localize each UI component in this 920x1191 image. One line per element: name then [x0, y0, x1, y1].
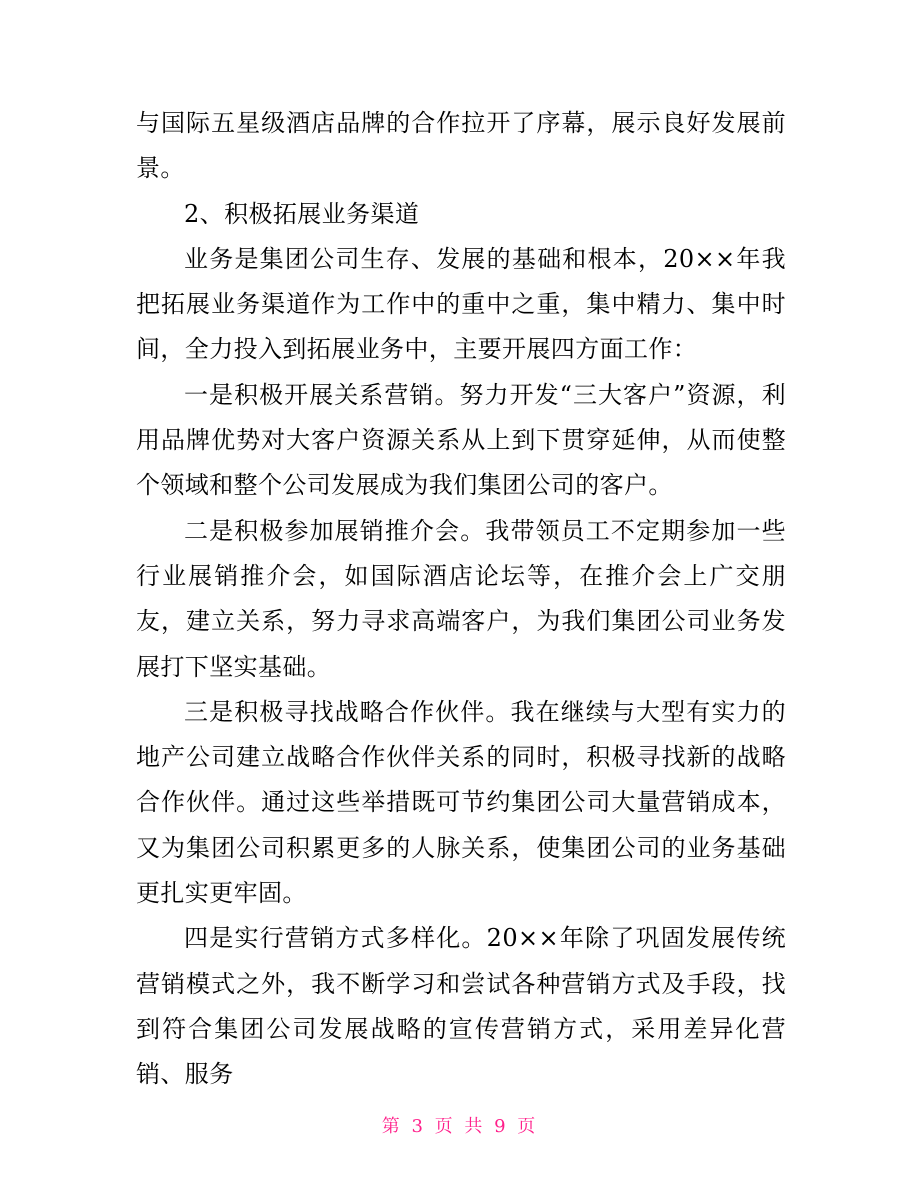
paragraph-item-two: 二是积极参加展销推介会。我带领员工不定期参加一些行业展销推介会，如国际酒店论坛等，在推介会上广交朋友，建立关系，努力寻求高端客户，为我们集团公司业务发展打下坚实基础。: [136, 516, 786, 681]
paragraph-item-one: 一是积极开展关系营销。努力开发“三大客户”资源，利用品牌优势对大客户资源关系从上到下贯穿延伸，从而使整个领域和整个公司发展成为我们集团公司的客户。: [136, 380, 786, 500]
paragraph-item-three: 三是积极寻找战略合作伙伴。我在继续与大型有实力的地产公司建立战略合作伙伴关系的同时，积极寻找新的战略合作伙伴。通过这些举措既可节约集团公司大量营销成本，又为集团公司积累更多的人脉关系，使集团公司的业务基础更扎实更牢固。: [136, 697, 786, 908]
paragraph-intro: 业务是集团公司生存、发展的基础和根本，20××年我把拓展业务渠道作为工作中的重中之重，集中精力、集中时间，全力投入到拓展业务中，主要开展四方面工作：: [136, 244, 786, 364]
page-number-footer: 第 3 页 共 9 页: [381, 1116, 539, 1137]
document-body: [136, 101, 786, 1098]
section-heading: 2、积极拓展业务渠道: [184, 199, 420, 228]
paragraph-item-four: 四是实行营销方式多样化。20××年除了巩固发展传统营销模式之外，我不断学习和尝试各种营销方式及手段，找到符合集团公司发展战略的宣传营销方式，采用差异化营销、服务: [136, 924, 786, 1089]
paragraph-continuation: 与国际五星级酒店品牌的合作拉开了序幕，展示良好发展前景。: [136, 109, 786, 183]
